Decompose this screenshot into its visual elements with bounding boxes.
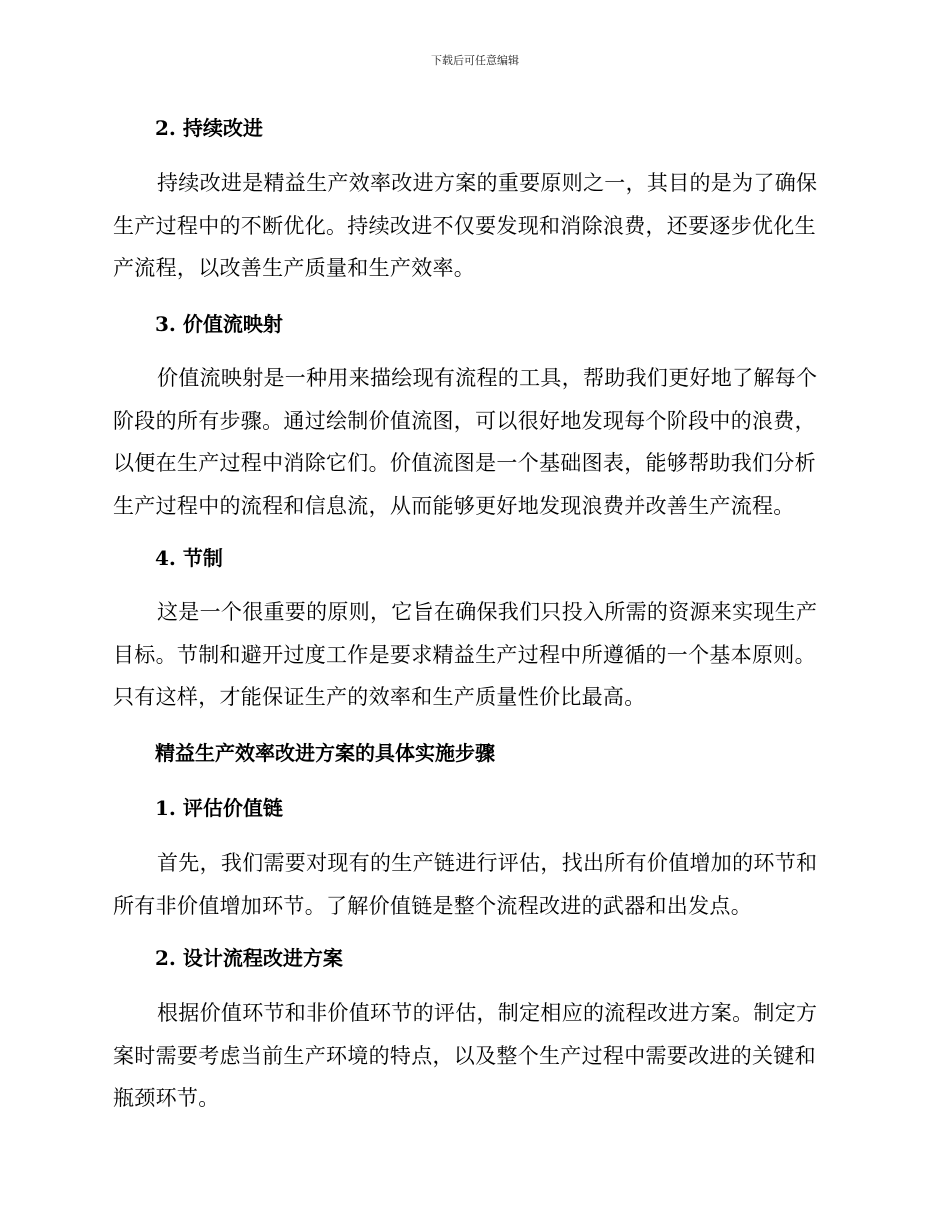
section-heading-moderation: 4. 节制	[155, 546, 223, 570]
section-heading-implementation-steps: 精益生产效率改进方案的具体实施步骤	[155, 741, 495, 765]
section-heading-continuous-improvement: 2. 持续改进	[155, 116, 263, 140]
paragraph-value-stream-mapping	[113, 357, 833, 527]
paragraph-moderation	[113, 591, 833, 719]
text-line: 这是一个很重要的原则，它旨在确保我们只投入所需的资源来实现生产	[157, 600, 818, 624]
text-line: 只有这样，才能保证生产的效率和生产质量性价比最高。	[113, 685, 646, 709]
page-header: 下载后可任意编辑	[431, 54, 519, 67]
section-heading-value-stream-mapping: 3. 价值流映射	[155, 312, 283, 336]
text-line: 根据价值环节和非价值环节的评估，制定相应的流程改进方案。制定方	[157, 1001, 818, 1025]
paragraph-evaluate-value-chain	[113, 842, 833, 927]
text-line: 首先，我们需要对现有的生产链进行评估，找出所有价值增加的环节和	[157, 851, 818, 875]
text-line: 瓶颈环节。	[113, 1086, 220, 1110]
text-line: 持续改进是精益生产效率改进方案的重要原则之一，其目的是为了确保	[157, 171, 818, 195]
text-line: 阶段的所有步骤。通过绘制价值流图，可以很好地发现每个阶段中的浪费，	[113, 408, 816, 433]
text-line: 价值流映射是一种用来描绘现有流程的工具，帮助我们更好地了解每个	[157, 366, 818, 390]
paragraph-design-improvement-plan	[113, 992, 833, 1120]
text-line: 生产过程中的流程和信息流，从而能够更好地发现浪费并改善生产流程。	[113, 493, 795, 518]
paragraph-continuous-improvement	[113, 162, 833, 290]
text-line: 产流程，以改善生产质量和生产效率。	[113, 256, 476, 280]
text-line: 生产过程中的不断优化。持续改进不仅要发现和消除浪费，还要逐步优化生	[113, 213, 816, 238]
section-heading-design-improvement-plan: 2. 设计流程改进方案	[155, 946, 343, 970]
text-line: 以便在生产过程中消除它们。价值流图是一个基础图表，能够帮助我们分析	[113, 451, 816, 475]
text-line: 案时需要考虑当前生产环境的特点，以及整个生产过程中需要改进的关键和	[113, 1043, 816, 1068]
text-line: 目标。节制和避开过度工作是要求精益生产过程中所遵循的一个基本原则。	[113, 642, 816, 667]
text-line: 所有非价值增加环节。了解价值链是整个流程改进的武器和出发点。	[113, 893, 752, 918]
section-heading-evaluate-value-chain: 1. 评估价值链	[155, 796, 283, 820]
